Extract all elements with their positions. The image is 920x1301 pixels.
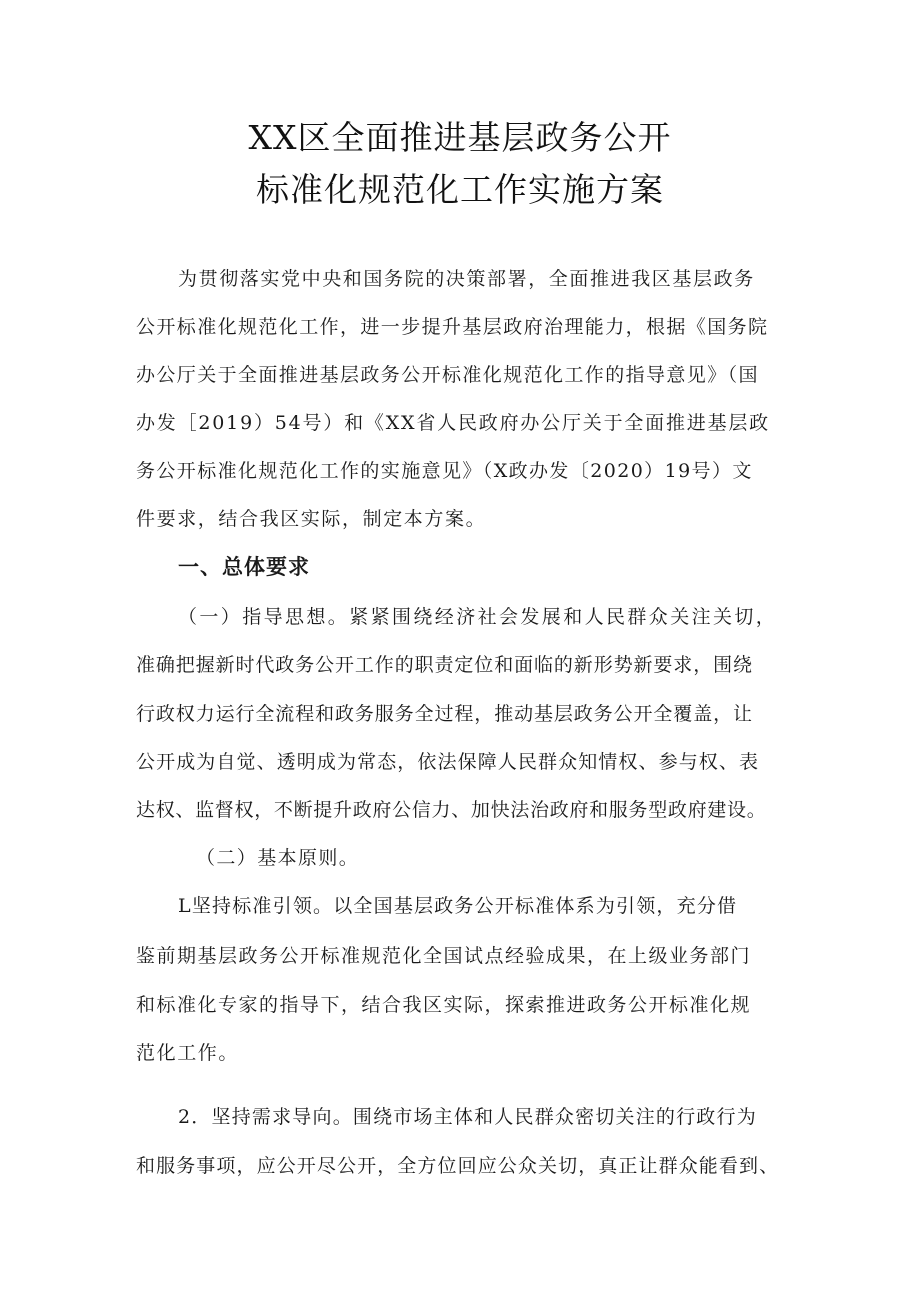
text-line: 2．坚持需求导向。围绕市场主体和人民群众密切关注的行政行为	[178, 1106, 757, 1128]
text-line: 准确把握新时代政务公开工作的职责定位和面临的新形势新要求，围绕	[136, 654, 753, 676]
text-line: 鉴前期基层政务公开标准规范化全国试点经验成果，在上级业务部门	[136, 945, 752, 967]
section-heading: 一、总体要求	[178, 555, 310, 579]
text-line: 达权、监督权，不断提升政府公信力、加快法治政府和服务型政府建设。	[136, 799, 767, 821]
text-line: 和服务事项，应公开尽公开，全方位回应公众关切，真正让群众能看到、	[136, 1155, 780, 1177]
text-line: 公开标准化规范化工作，进一步提升基层政府治理能力，根据《国务院	[136, 316, 769, 338]
text-line: 范化工作。	[136, 1042, 240, 1064]
text-line: L坚持标准引领。以全国基层政务公开标准体系为引领，充分借	[178, 895, 738, 917]
text-line: 公开成为自觉、透明成为常态，依法保障人民群众知情权、参与权、表	[136, 751, 760, 773]
document-title-line-1: XX区全面推进基层政务公开	[248, 118, 672, 157]
principles-heading: （二）基本原则。	[196, 847, 360, 869]
text-line: 和标准化专家的指导下，结合我区实际，探索推进政务公开标准化规	[136, 994, 752, 1016]
text-line: 办公厅关于全面推进基层政务公开标准化规范化工作的指导意见》（国	[136, 364, 759, 386]
text-line: 务公开标准化规范化工作的实施意见》（X政办发〔2020）19号）文	[136, 460, 753, 482]
text-line: 为贯彻落实党中央和国务院的决策部署，全面推进我区基层政务	[178, 268, 755, 290]
text-line: 办发［2019）54号）和《XX省人民政府办公厅关于全面推进基层政	[136, 412, 770, 434]
text-line: （一）指导思想。紧紧围绕经济社会发展和人民群众关注关切，	[178, 606, 778, 628]
text-line: 件要求，结合我区实际，制定本方案。	[136, 508, 487, 530]
text-line: 行政权力运行全流程和政务服务全过程，推动基层政务公开全覆盖，让	[136, 703, 753, 725]
document-title-line-2: 标准化规范化工作实施方案	[256, 170, 664, 209]
